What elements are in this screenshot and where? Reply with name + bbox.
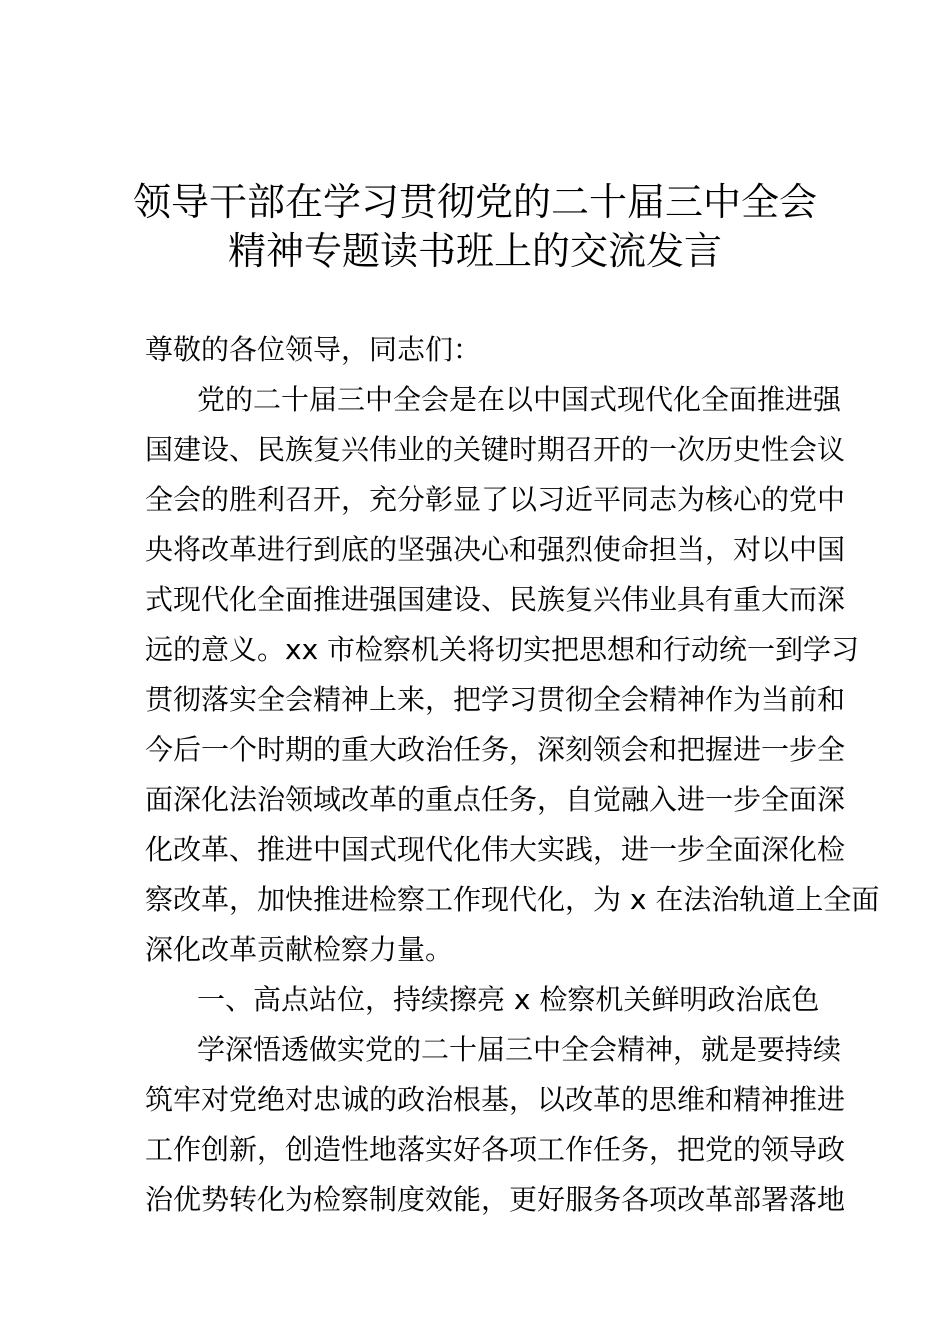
paragraph-1-line-10: 化改革、推进中国式现代化伟大实践，进一步全面深化检 (145, 833, 846, 866)
document-title-line-2: 精神专题读书班上的交流发言 (227, 229, 722, 273)
paragraph-2-line-1: 学深悟透做实党的二十届三中全会精神，就是要持续 (197, 1033, 842, 1066)
paragraph-2-line-4: 治优势转化为检察制度效能，更好服务各项改革部署落地 (145, 1183, 846, 1216)
section-heading-1: 一、高点站位，持续擦亮 x 检察机关鲜明政治底色 (197, 983, 820, 1016)
paragraph-1-line-7: 贯彻落实全会精神上来，把学习贯彻全会精神作为当前和 (145, 683, 846, 716)
paragraph-1-line-1: 党的二十届三中全会是在以中国式现代化全面推进强 (197, 383, 842, 416)
paragraph-1-line-8: 今后一个时期的重大政治任务，深刻领会和把握进一步全 (145, 733, 846, 766)
paragraph-1-line-11: 察改革，加快推进检察工作现代化，为 x 在法治轨道上全面 (145, 883, 880, 916)
paragraph-1-line-6: 远的意义。xx 市检察机关将切实把思想和行动统一到学习 (145, 633, 860, 666)
paragraph-1-line-12: 深化改革贡献检察力量。 (145, 933, 454, 966)
paragraph-1-line-9: 面深化法治领域改革的重点任务，自觉融入进一步全面深 (145, 783, 846, 816)
paragraph-1-line-5: 式现代化全面推进强国建设、民族复兴伟业具有重大而深 (145, 583, 846, 616)
paragraph-2-line-2: 筑牢对党绝对忠诚的政治根基，以改革的思维和精神推进 (145, 1083, 846, 1116)
document-title-line-1: 领导干部在学习贯彻党的二十届三中全会 (132, 180, 817, 224)
paragraph-2-line-3: 工作创新，创造性地落实好各项工作任务，把党的领导政 (145, 1133, 846, 1166)
paragraph-1-line-4: 央将改革进行到底的坚强决心和强烈使命担当，对以中国 (145, 533, 846, 566)
salutation: 尊敬的各位领导，同志们： (145, 333, 482, 366)
paragraph-1-line-2: 国建设、民族复兴伟业的关键时期召开的一次历史性会议 (145, 433, 846, 466)
paragraph-1-line-3: 全会的胜利召开，充分彰显了以习近平同志为核心的党中 (145, 483, 846, 516)
document-body (145, 325, 880, 1225)
